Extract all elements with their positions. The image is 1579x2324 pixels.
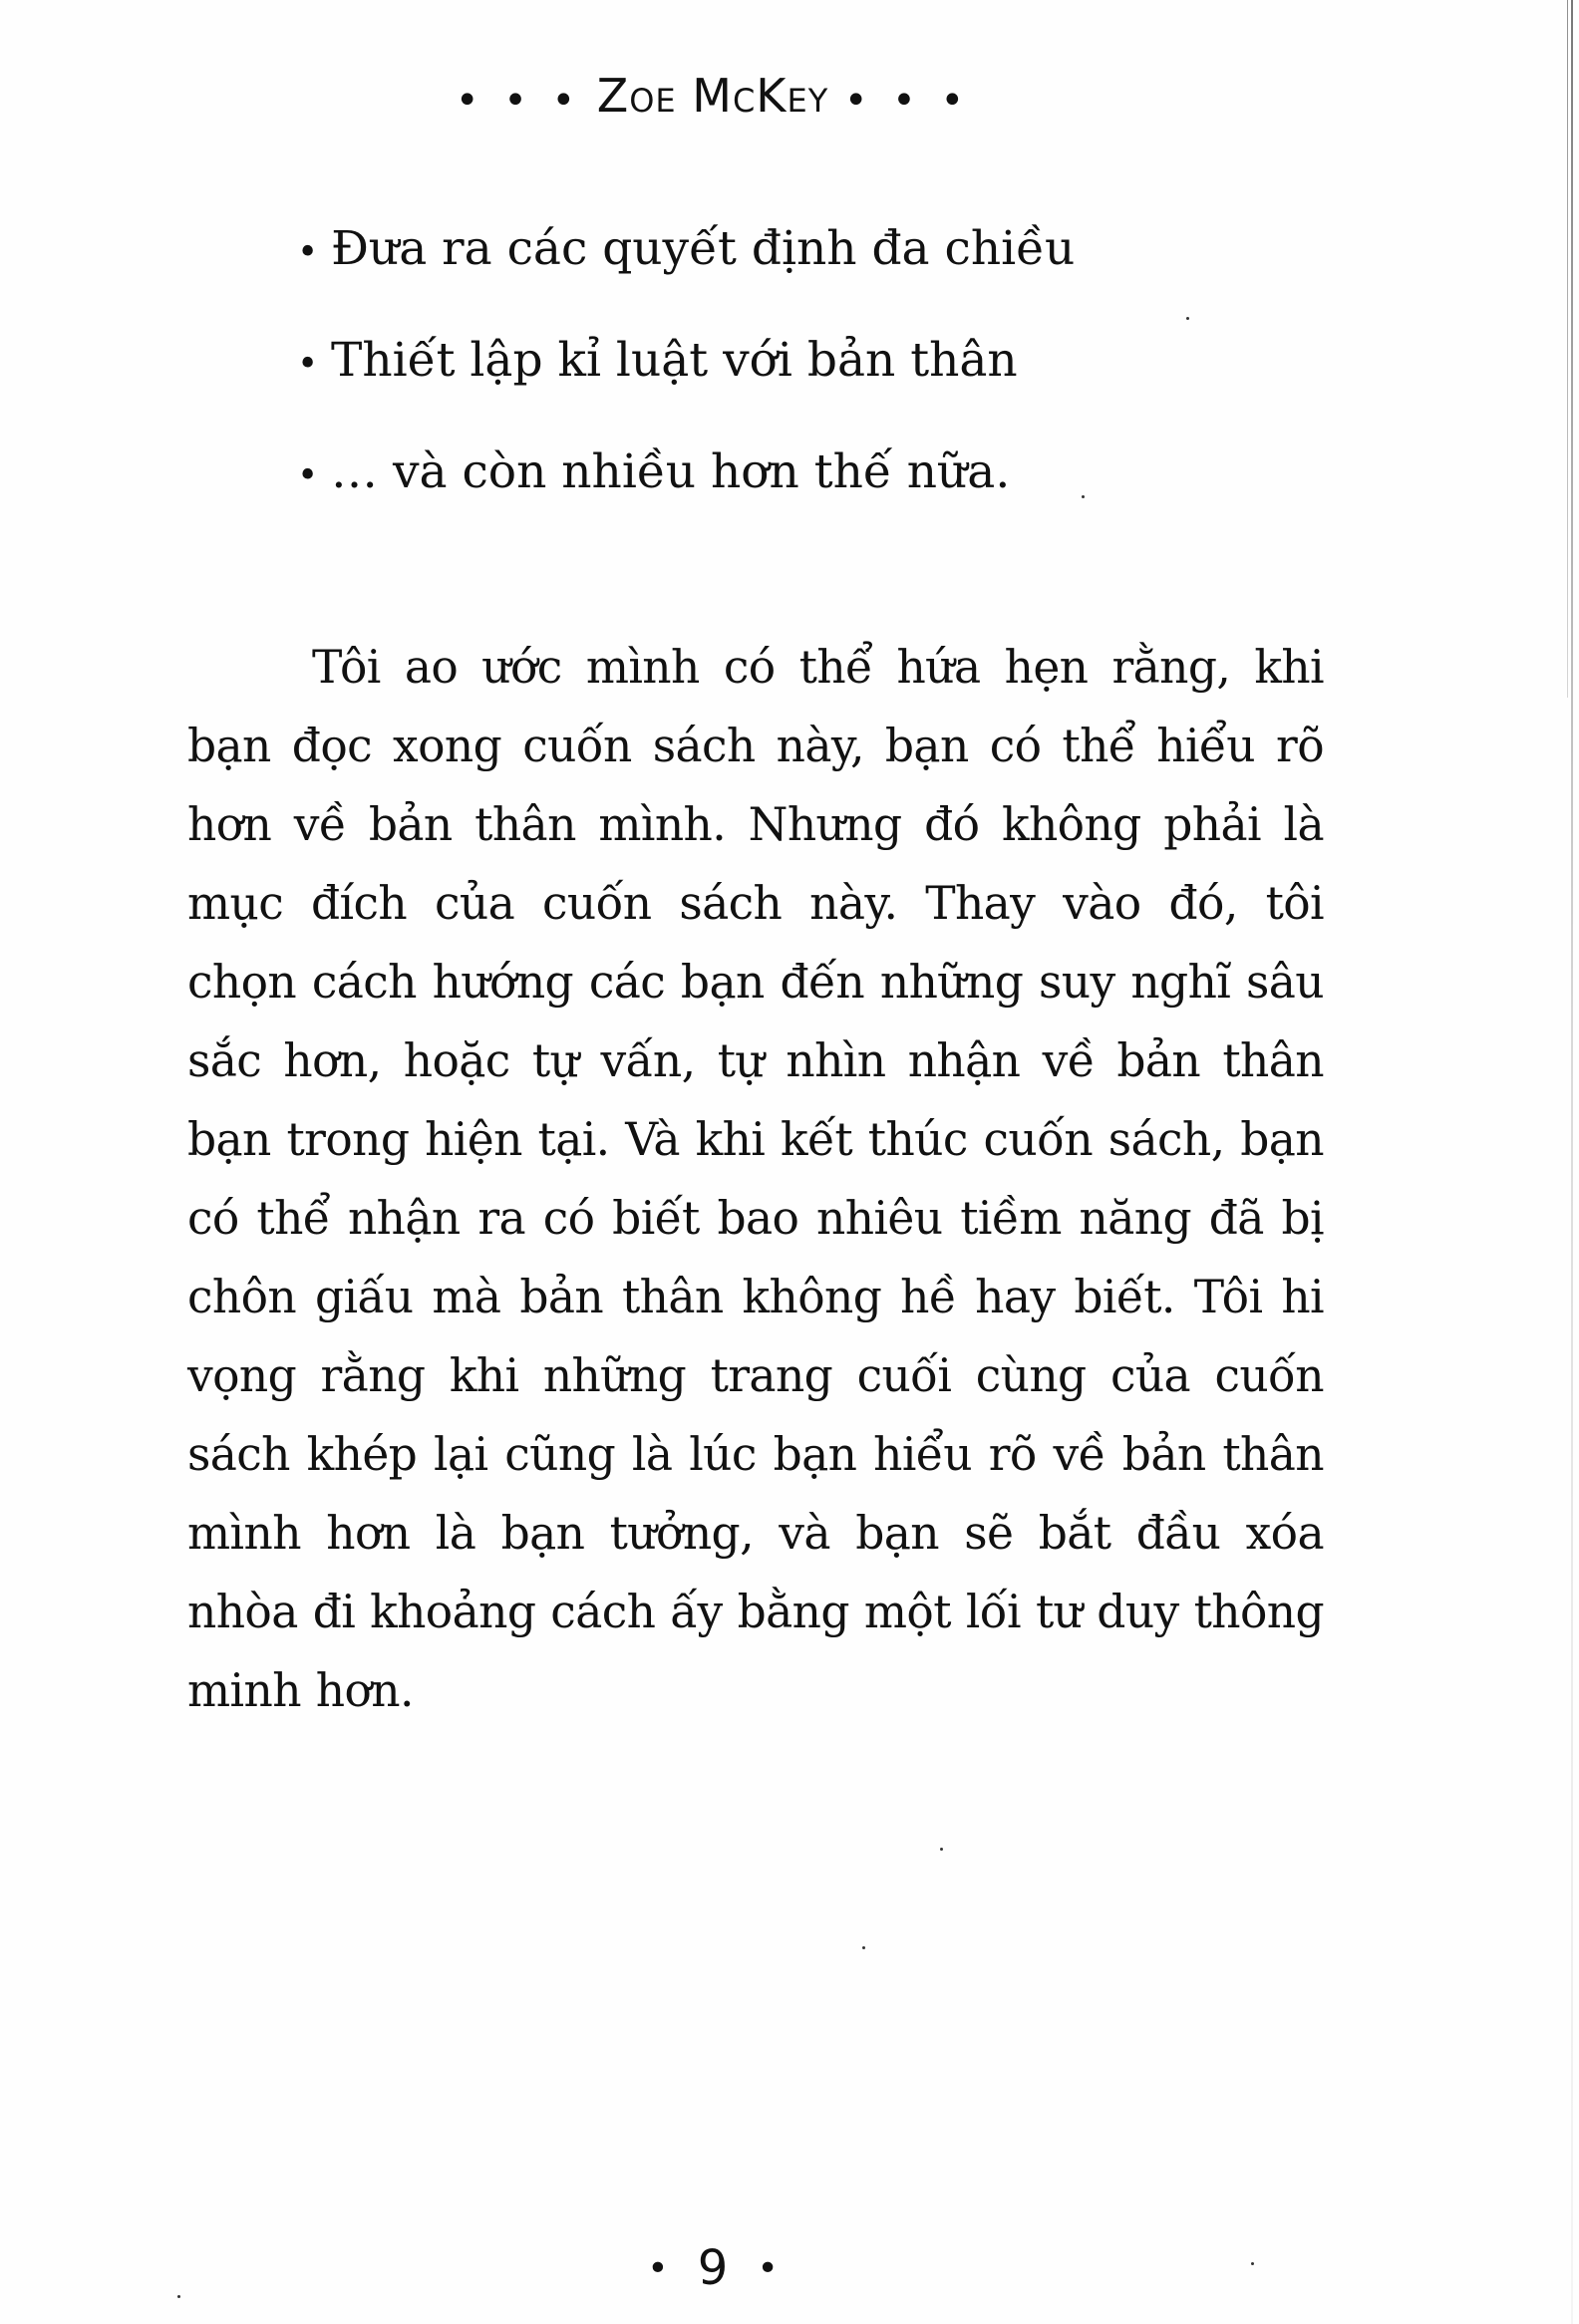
scan-page-edge-shadow	[1567, 0, 1568, 698]
bullet-text: … và còn nhiều hơn thế nữa.	[331, 444, 1011, 499]
page-number	[0, 2238, 1425, 2299]
bullet-item	[297, 419, 1075, 530]
page-number-value: 9	[697, 2240, 729, 2296]
author-name: Zoe McKey	[596, 69, 829, 123]
scan-speck	[1251, 2262, 1254, 2265]
bullet-text: Thiết lập kỉ luật với bản thân	[331, 333, 1018, 388]
scan-page-edge	[1571, 0, 1573, 2324]
bullet-icon: •	[297, 232, 319, 273]
page-number-ornament-left: •	[647, 2248, 669, 2289]
bullet-icon: •	[297, 455, 319, 496]
scan-speck	[862, 1946, 865, 1949]
page-number-ornament-right: •	[757, 2248, 779, 2289]
scan-speck	[940, 1848, 943, 1851]
bullet-text: Đưa ra các quyết định đa chiều	[331, 221, 1076, 276]
scan-speck	[177, 2295, 180, 2298]
bullet-icon: •	[297, 344, 319, 385]
bullet-item	[297, 195, 1075, 307]
bullet-list	[297, 195, 1075, 530]
running-head	[0, 66, 1425, 131]
header-ornament-right: • • •	[843, 78, 971, 124]
header-ornament-left: • • •	[455, 78, 582, 124]
scan-speck	[1082, 495, 1085, 498]
scan-speck	[1186, 317, 1189, 320]
body-paragraph: Tôi ao ước mình có thể hứa hẹn rằng, khi bạn đọc xong cuốn sách này, bạn có thể hiểu rõ hơn về bản thân mình. Nhưng đó không phải là mục đích của cuốn sách này. Thay vào đó, tôi chọn cách hướng các bạn đến những suy nghĩ sâu sắc hơn, hoặc tự vấn, tự nhìn nhận về bản thân bạn trong hiện tại. Và khi kết thúc cuốn sách, bạn có thể nhận ra có biết bao nhiêu tiềm năng đã bị chôn giấu mà bản thân không hề hay biết. Tôi hi vọng rằng khi những trang cuối cùng của cuốn sách khép lại cũng là lúc bạn hiểu rõ về bản thân mình hơn là bạn tưởng, và bạn sẽ bắt đầu xóa nhòa đi khoảng cách ấy bằng một lối tư duy thông minh hơn.	[187, 641, 1324, 1717]
bullet-item	[297, 307, 1075, 419]
